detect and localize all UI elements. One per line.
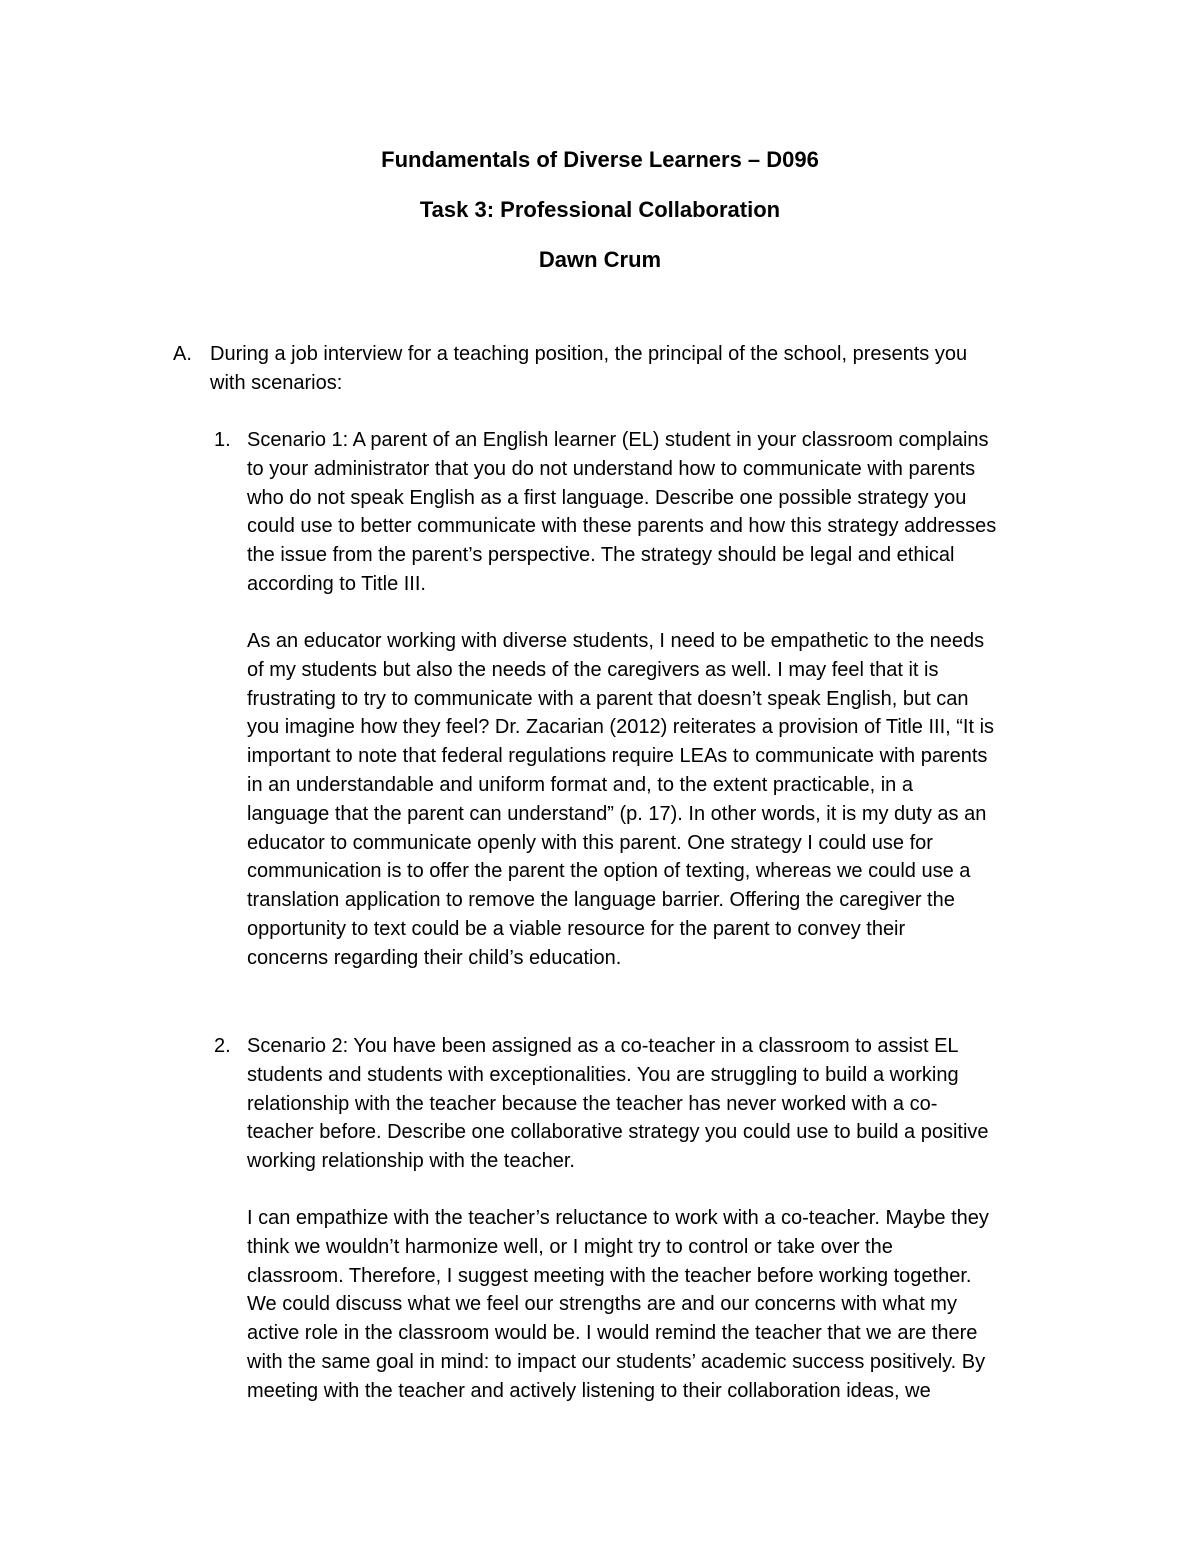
text-line: opportunity to text could be a viable resource for the parent to convey their bbox=[247, 917, 906, 940]
text-line: according to Title III. bbox=[247, 572, 426, 595]
text-line: who do not speak English as a first language. Describe one possible strategy you bbox=[247, 486, 967, 509]
text-line: teacher before. Describe one collaborative strategy you could use to build a positive bbox=[247, 1121, 989, 1144]
text-line: As an educator working with diverse students, I need to be empathetic to the needs bbox=[247, 630, 985, 652]
document-title: Fundamentals of Diverse Learners – D096 bbox=[381, 147, 819, 172]
text-line: working relationship with the teacher. bbox=[247, 1150, 575, 1173]
scenario-1-marker: 1. bbox=[214, 429, 231, 451]
text-line: with the same goal in mind: to impact our students’ academic success positively. By bbox=[247, 1350, 986, 1373]
section-a-question bbox=[210, 340, 1080, 398]
text-line: communication is to offer the parent the option of texting, whereas we could use a bbox=[247, 860, 971, 883]
text-line: frustrating to try to communicate with a parent that doesn’t speak English, but can bbox=[247, 687, 969, 710]
text-line: meeting with the teacher and actively listening to their collaboration ideas, we bbox=[247, 1379, 931, 1402]
text-line: concerns regarding their child’s education. bbox=[247, 946, 622, 969]
text-line: During a job interview for a teaching position, the principal of the school, presents you bbox=[210, 343, 968, 365]
text-line: in an understandable and uniform format and, to the extent practicable, in a bbox=[247, 773, 913, 796]
text-line: relationship with the teacher because the teacher has never worked with a co- bbox=[247, 1092, 938, 1115]
scenario-2-marker: 2. bbox=[214, 1035, 231, 1057]
text-line: important to note that federal regulations require LEAs to communicate with parents bbox=[247, 745, 988, 768]
text-line: to your administrator that you do not understand how to communicate with parents bbox=[247, 457, 976, 480]
text-line: Scenario 2: You have been assigned as a co-teacher in a classroom to assist EL bbox=[247, 1035, 959, 1057]
text-line: classroom. Therefore, I suggest meeting with the teacher before working together. bbox=[247, 1264, 972, 1287]
text-line: language that the parent can understand” (p. 17). In other words, it is my duty as an bbox=[247, 802, 987, 825]
text-line: Scenario 1: A parent of an English learner (EL) student in your classroom complains bbox=[247, 429, 989, 451]
text-line: We could discuss what we feel our strengths are and our concerns with what my bbox=[247, 1293, 957, 1316]
section-a-marker: A. bbox=[173, 343, 192, 365]
text-line: translation application to remove the language barrier. Offering the caregiver the bbox=[247, 889, 955, 912]
scenario-2-answer bbox=[247, 1204, 1077, 1406]
task-title: Task 3: Professional Collaboration bbox=[419, 197, 781, 222]
text-line: active role in the classroom would be. I would remind the teacher that we are there bbox=[247, 1322, 978, 1345]
text-line: you imagine how they feel? Dr. Zacarian (2012) reiterates a provision of Title III, “It is bbox=[247, 716, 995, 739]
text-line: students and students with exceptionalities. You are struggling to build a working bbox=[247, 1063, 959, 1086]
text-line: of my students but also the needs of the caregivers as well. I may feel that it is bbox=[247, 658, 939, 681]
text-line: think we wouldn’t harmonize well, or I might try to control or take over the bbox=[247, 1235, 893, 1258]
scenario-1-answer bbox=[247, 627, 1077, 973]
text-line: with scenarios: bbox=[210, 371, 343, 394]
text-line: the issue from the parent’s perspective. The strategy should be legal and ethical bbox=[247, 544, 955, 567]
text-line: could use to better communicate with these parents and how this strategy addresses bbox=[247, 515, 997, 538]
author-name: Dawn Crum bbox=[538, 247, 662, 272]
text-line: I can empathize with the teacher’s reluctance to work with a co-teacher. Maybe they bbox=[247, 1207, 989, 1229]
text-line: educator to communicate openly with this parent. One strategy I could use for bbox=[247, 831, 933, 854]
scenario-1-prompt bbox=[247, 426, 1077, 599]
scenario-2-prompt bbox=[247, 1032, 1077, 1176]
